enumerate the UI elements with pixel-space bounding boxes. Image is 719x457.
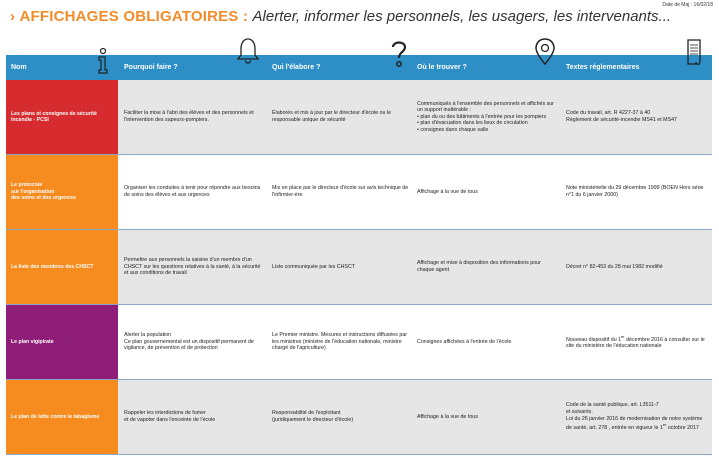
- bell-icon: [236, 37, 260, 65]
- header-qui: Qui l'élabore ?: [272, 64, 321, 71]
- textes-part: décembre 2016 à consulter sur le site du ministère de l'éducation nationale: [566, 336, 705, 350]
- row-ou: Affichage à la vue de tous: [417, 413, 478, 420]
- row-name: Le plan de lutte contre le tabagisme: [11, 413, 100, 420]
- row-qui: Élaborés et mis à jour par le directeur d'école ou le responsable unique de sécurité: [272, 110, 392, 123]
- row-textes: [566, 402, 706, 431]
- row-textes: Note ministérielle du 29 décembre 1999 (BOEN Hors série n°1 du 6 janvier 2000): [566, 185, 704, 198]
- qui-line: (juridiquement le directeur d'école): [272, 417, 354, 423]
- table-row: [6, 305, 712, 380]
- list-item: • consignes dans chaque salle: [417, 127, 557, 134]
- info-icon: [96, 47, 110, 75]
- table-row: [6, 230, 712, 305]
- row-name-line: sur l'organisation: [11, 188, 55, 195]
- row-name-cell: [6, 155, 118, 229]
- table-row: [6, 380, 712, 455]
- textes-line: Règlement de sécurité-incendie MS41 et MS47: [566, 117, 677, 123]
- pourquoi-line: Rappeler les interdictions de fumer: [124, 410, 206, 417]
- pourquoi-line: et de vapoter dans l'enceinte de l'école: [124, 417, 216, 423]
- row-name: Le plan vigipirate: [11, 338, 54, 345]
- header-pourquoi: Pourquoi faire ?: [124, 64, 178, 71]
- header-textes: Textes réglementaires: [566, 64, 640, 71]
- row-ou: Consignes affichées à l'entrée de l'école: [417, 338, 512, 345]
- row-ou-intro: Communiqués à l'ensemble des personnels et affichés sur un support inaltérable :: [417, 100, 554, 114]
- row-name-cell: [6, 305, 118, 379]
- row-pourquoi: [124, 332, 264, 352]
- row-pourquoi: Organiser les conduites à tenir pour répondre aux besoins de soins des élèves et aux urgences: [124, 185, 261, 198]
- list-item: • plan d'évacuation dans les lieux de circulation: [417, 120, 557, 127]
- textes-line: Code de la santé publique, art. L3511-7: [566, 402, 659, 409]
- table-row: [6, 155, 712, 230]
- row-qui: Le Premier ministre. Mesures et instructions diffusées par les ministres (ministre de l'éducation nationale, ministre chargé de l'agriculture): [272, 332, 408, 352]
- textes-part: Loi du 26 janvier 2016 de modernisation de notre système de santé, art. 278 , entrée en vigueur le 1: [566, 415, 703, 431]
- row-qui: Mis en place par le directeur d'école sur avis technique de l'infirmier-ère: [272, 185, 409, 198]
- list-item: • plan du ou des bâtiments à l'entrée pour les pompiers: [417, 114, 557, 121]
- title-main: AFFICHAGES OBLIGATOIRES :: [19, 8, 249, 25]
- textes-line: Code du travail, art. R 4227-37 à 40: [566, 110, 651, 117]
- row-name: [6, 182, 80, 202]
- scroll-icon: [684, 37, 704, 67]
- row-name-line: des soins et des urgences: [11, 195, 76, 202]
- row-name-cell: [6, 80, 118, 154]
- table-header: [6, 55, 712, 80]
- row-ou-list: [417, 114, 557, 134]
- question-mark-icon: [389, 39, 409, 69]
- row-textes: Décret n° 82-453 du 28 mai 1982 modifié: [566, 263, 663, 270]
- row-textes: [566, 110, 706, 123]
- qui-line: Responsabilité de l'exploitant: [272, 410, 341, 417]
- textes-part: Nouveau dispositif du 1: [566, 336, 622, 343]
- update-date: Date de Maj : 16/02/18: [662, 2, 713, 8]
- row-name-line: Le protocole: [11, 182, 43, 189]
- pourquoi-line: Alerter la population: [124, 332, 172, 339]
- location-pin-icon: [534, 37, 556, 67]
- row-pourquoi: Permettre aux personnels la saisine d'un membre d'un CHSCT sur les questions relatives à la santé, à la sécurité et aux conditions de travail: [124, 257, 261, 277]
- row-name-cell: [6, 380, 118, 454]
- row-name: La liste des membres des CHSCT: [11, 263, 94, 270]
- title-chevron: ›: [10, 8, 15, 25]
- row-qui: Liste communiquée par les CHSCT: [272, 263, 356, 270]
- textes-sup: er: [662, 422, 667, 428]
- row-name: Les plans et consignes de sécurité incendie - PCSI: [11, 110, 97, 123]
- textes-part: octobre 2017: [666, 424, 699, 431]
- row-name-cell: [6, 230, 118, 304]
- title-subtitle: Alerter, informer les personnels, les usagers, les intervenants...: [252, 8, 672, 25]
- header-ou: Où le trouver ?: [417, 64, 467, 71]
- row-ou: [417, 101, 557, 134]
- row-pourquoi: Faciliter la mise à l'abri des élèves et des personnels et l'intervention des sapeurs-pompiers.: [124, 110, 254, 123]
- textes-line: [566, 416, 706, 432]
- header-nom: Nom: [11, 64, 27, 71]
- row-ou: Affichage et mise à disposition des informations pour chaque agent: [417, 260, 541, 273]
- row-ou: Affichage à la vue de tous: [417, 188, 478, 195]
- textes-sup: er: [621, 334, 625, 340]
- row-textes: [566, 334, 706, 350]
- textes-line: et suivants.: [566, 409, 593, 416]
- pourquoi-line: Ce plan gouvernemental est un dispositif permanent de vigilance, de prévention et de protection: [124, 338, 254, 352]
- row-pourquoi: [124, 410, 264, 423]
- table-row: [6, 80, 712, 155]
- page-title: [10, 8, 671, 26]
- row-qui: [272, 410, 410, 423]
